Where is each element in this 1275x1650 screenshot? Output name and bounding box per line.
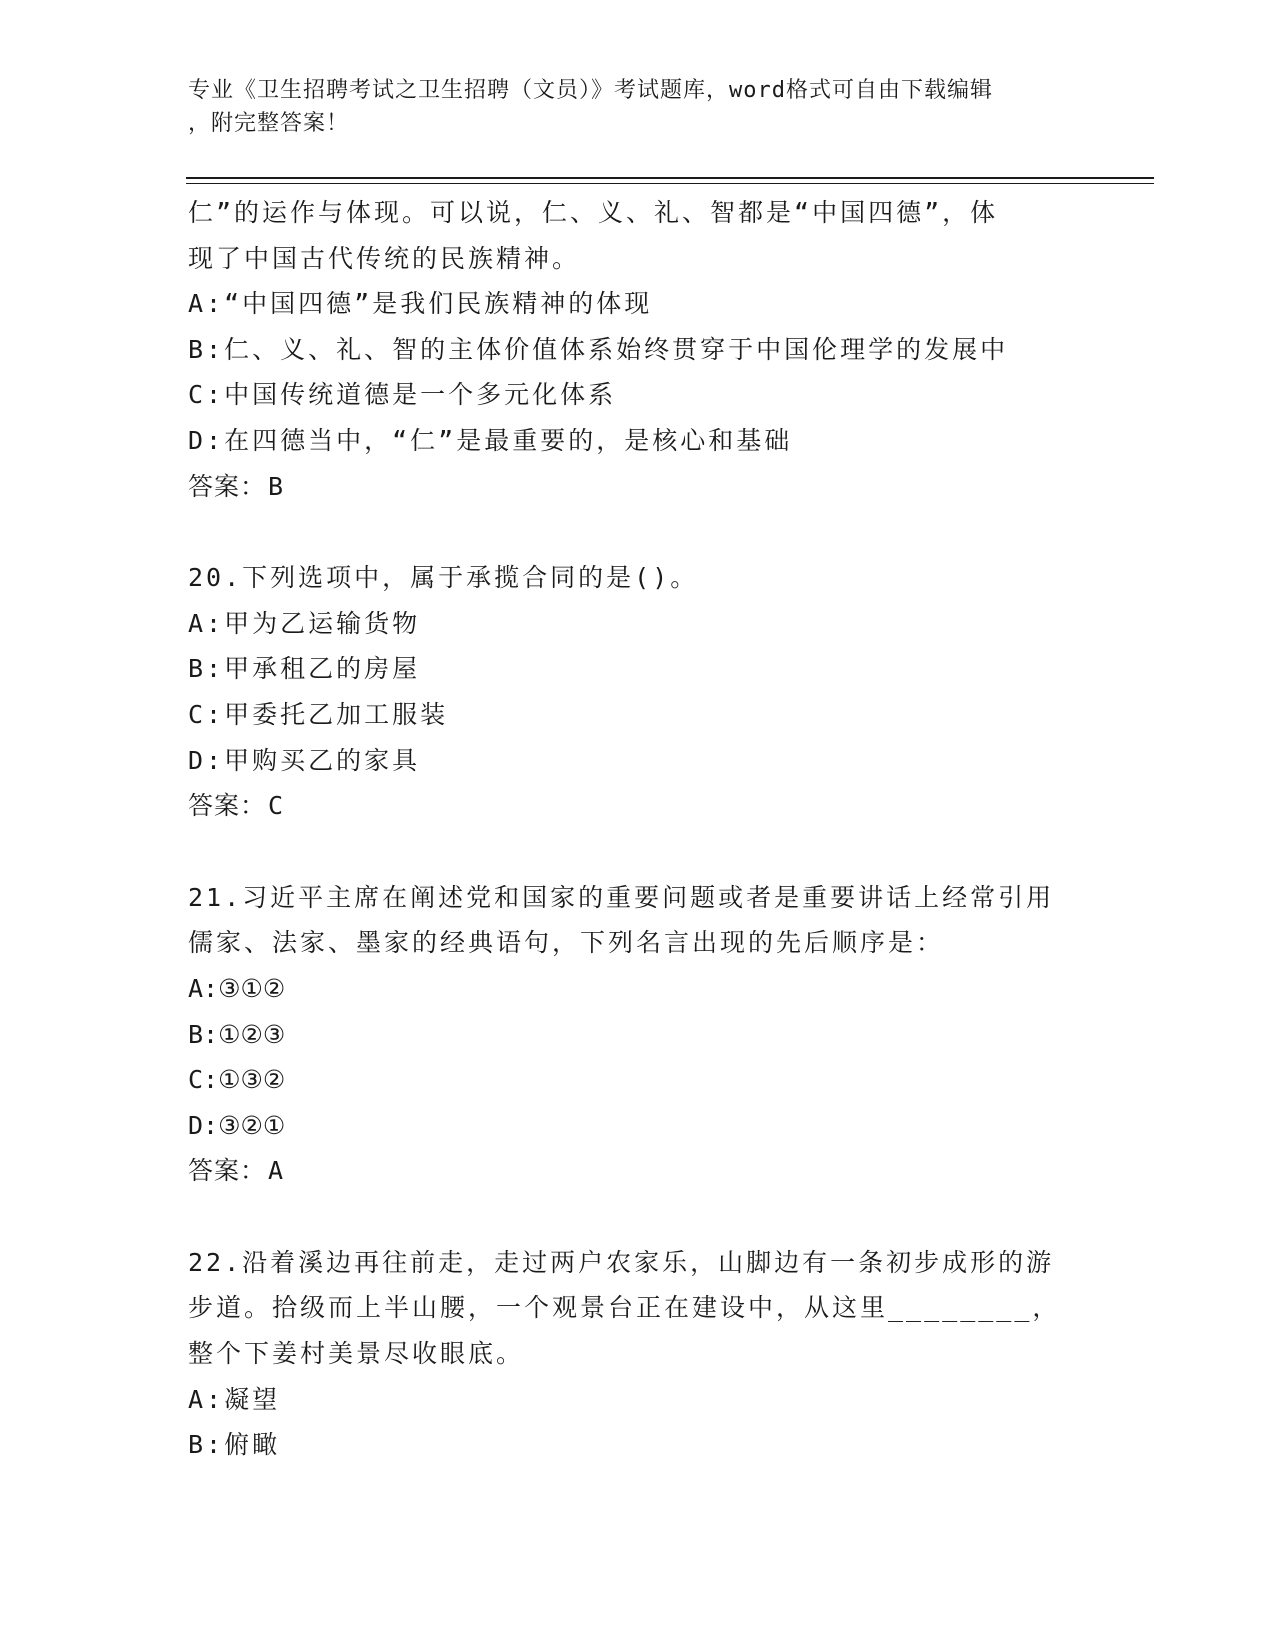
question-content xyxy=(188,190,1088,1468)
answer-line xyxy=(188,783,1088,829)
question-21 xyxy=(188,875,1088,1194)
option-a: A:甲为乙运输货物 xyxy=(188,608,421,638)
header-line-1: 专业《卫生招聘考试之卫生招聘（文员）》考试题库，word格式可自由下载编辑 xyxy=(188,78,993,103)
answer-label: 答案： xyxy=(188,471,267,501)
option-d: D:在四德当中，“仁”是最重要的，是核心和基础 xyxy=(188,425,793,455)
option-a: A:凝望 xyxy=(188,1384,281,1414)
question-text-line: 儒家、法家、墨家的经典语句，下列名言出现的先后顺序是： xyxy=(188,928,945,958)
answer-label: 答案： xyxy=(188,791,267,821)
option-c: C:中国传统道德是一个多元化体系 xyxy=(188,380,617,410)
document-header xyxy=(188,74,1068,140)
header-divider-thin xyxy=(186,183,1154,184)
question-text-line: 现了中国古代传统的民族精神。 xyxy=(188,243,581,273)
header-line-2: ，附完整答案！ xyxy=(188,111,350,136)
answer-label: 答案： xyxy=(188,1156,267,1186)
option-a: A:③①② xyxy=(188,973,286,1003)
question-20 xyxy=(188,555,1088,829)
option-a: A:“中国四德”是我们民族精神的体现 xyxy=(188,289,653,319)
question-text-line: 仁”的运作与体现。可以说，仁、义、礼、智都是“中国四德”，体 xyxy=(188,198,999,227)
option-d: D:③②① xyxy=(188,1110,286,1140)
question-22 xyxy=(188,1240,1088,1468)
question-text-line: 步道。拾级而上半山腰，一个观景台正在建设中，从这里________， xyxy=(188,1293,1061,1323)
answer-line xyxy=(188,464,1088,510)
option-c: C:①③② xyxy=(188,1065,286,1095)
answer-value: A xyxy=(268,1156,285,1186)
option-b: B:俯瞰 xyxy=(188,1430,281,1460)
question-text-line: 整个下姜村美景尽收眼底。 xyxy=(188,1339,525,1369)
option-b: B:①②③ xyxy=(188,1019,286,1049)
header-divider-thick xyxy=(186,177,1154,179)
option-b: B:甲承租乙的房屋 xyxy=(188,654,421,684)
answer-value: B xyxy=(268,471,285,501)
answer-value: C xyxy=(268,791,285,821)
option-b: B:仁、义、礼、智的主体价值体系始终贯穿于中国伦理学的发展中 xyxy=(188,334,1009,364)
answer-line xyxy=(188,1148,1088,1194)
question-text-line: 20.下列选项中，属于承揽合同的是()。 xyxy=(188,563,699,593)
option-d: D:甲购买乙的家具 xyxy=(188,745,421,775)
question-19-continuation xyxy=(188,190,1088,509)
option-c: C:甲委托乙加工服装 xyxy=(188,699,449,729)
question-text-line: 22.沿着溪边再往前走，走过两户农家乐，山脚边有一条初步成形的游 xyxy=(188,1247,1055,1277)
question-text-line: 21.习近平主席在阐述党和国家的重要问题或者是重要讲话上经常引用 xyxy=(188,882,1055,912)
